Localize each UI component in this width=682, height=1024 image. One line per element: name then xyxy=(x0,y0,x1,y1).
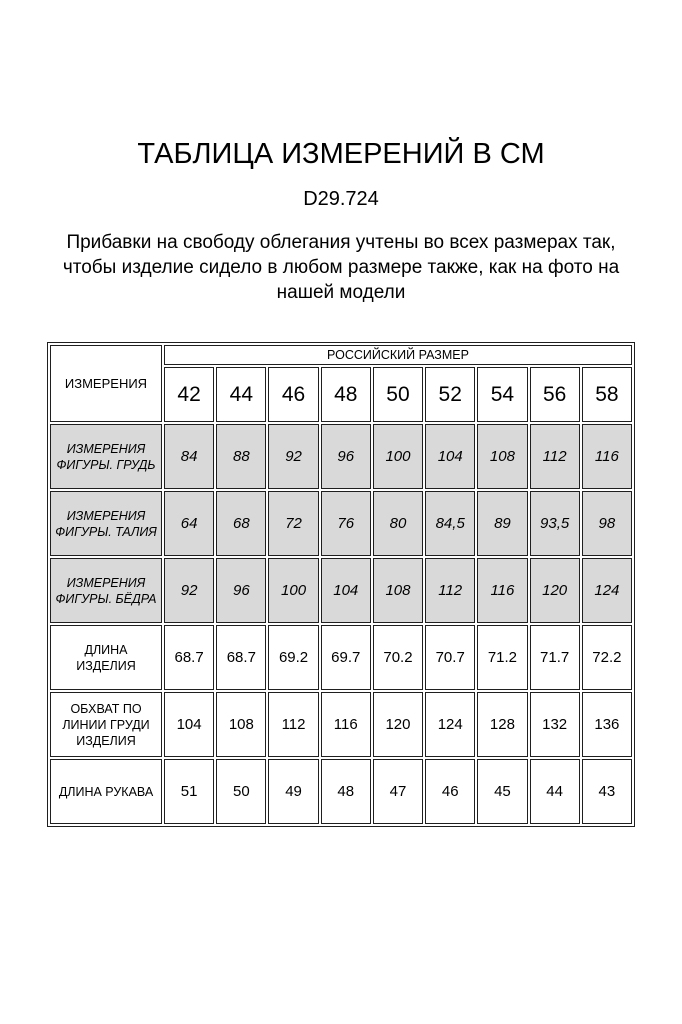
value-cell: 47 xyxy=(373,759,423,824)
row-label: ИЗМЕРЕНИЯ ФИГУРЫ. ТАЛИЯ xyxy=(50,491,162,556)
value-cell: 124 xyxy=(582,558,632,623)
table-row xyxy=(50,424,632,489)
value-cell: 80 xyxy=(373,491,423,556)
row-label: ИЗМЕРЕНИЯ ФИГУРЫ. БЁДРА xyxy=(50,558,162,623)
value-cell: 120 xyxy=(373,692,423,757)
value-cell: 120 xyxy=(530,558,580,623)
value-cell: 104 xyxy=(164,692,214,757)
table-row xyxy=(50,759,632,824)
measurements-table xyxy=(47,342,635,827)
group-header-row xyxy=(50,345,632,365)
value-cell: 98 xyxy=(582,491,632,556)
size-column-header: 56 xyxy=(530,367,580,422)
value-cell: 68.7 xyxy=(164,625,214,690)
table-row xyxy=(50,558,632,623)
table-row xyxy=(50,692,632,757)
size-column-header: 50 xyxy=(373,367,423,422)
fit-note: Прибавки на свободу облегания учтены во всех размерах так, чтобы изделие сидело в любом размере также, как на фото на нашей модели xyxy=(62,232,620,303)
row-label: ДЛИНА ИЗДЕЛИЯ xyxy=(50,625,162,690)
value-cell: 116 xyxy=(582,424,632,489)
value-cell: 68.7 xyxy=(216,625,266,690)
row-label: ОБХВАТ ПО ЛИНИИ ГРУДИ ИЗДЕЛИЯ xyxy=(50,692,162,757)
value-cell: 49 xyxy=(268,759,318,824)
value-cell: 96 xyxy=(321,424,371,489)
russian-size-group-header: РОССИЙСКИЙ РАЗМЕР xyxy=(164,345,632,365)
value-cell: 45 xyxy=(477,759,527,824)
value-cell: 128 xyxy=(477,692,527,757)
value-cell: 136 xyxy=(582,692,632,757)
value-cell: 108 xyxy=(216,692,266,757)
value-cell: 72.2 xyxy=(582,625,632,690)
value-cell: 71.2 xyxy=(477,625,527,690)
value-cell: 70.7 xyxy=(425,625,475,690)
row-label: ИЗМЕРЕНИЯ ФИГУРЫ. ГРУДЬ xyxy=(50,424,162,489)
value-cell: 116 xyxy=(321,692,371,757)
value-cell: 112 xyxy=(530,424,580,489)
value-cell: 89 xyxy=(477,491,527,556)
product-code: D29.724 xyxy=(303,188,379,210)
size-column-header: 58 xyxy=(582,367,632,422)
value-cell: 104 xyxy=(425,424,475,489)
measurements-column-header: ИЗМЕРЕНИЯ xyxy=(50,345,162,422)
page-title: ТАБЛИЦА ИЗМЕРЕНИЙ В СМ xyxy=(137,138,545,170)
value-cell: 108 xyxy=(477,424,527,489)
row-label: ДЛИНА РУКАВА xyxy=(50,759,162,824)
value-cell: 92 xyxy=(268,424,318,489)
value-cell: 108 xyxy=(373,558,423,623)
value-cell: 72 xyxy=(268,491,318,556)
value-cell: 50 xyxy=(216,759,266,824)
size-column-header: 52 xyxy=(425,367,475,422)
size-column-header: 48 xyxy=(321,367,371,422)
value-cell: 70.2 xyxy=(373,625,423,690)
value-cell: 84,5 xyxy=(425,491,475,556)
value-cell: 92 xyxy=(164,558,214,623)
value-cell: 96 xyxy=(216,558,266,623)
value-cell: 44 xyxy=(530,759,580,824)
value-cell: 88 xyxy=(216,424,266,489)
value-cell: 124 xyxy=(425,692,475,757)
table-row xyxy=(50,625,632,690)
value-cell: 48 xyxy=(321,759,371,824)
value-cell: 104 xyxy=(321,558,371,623)
table-row xyxy=(50,491,632,556)
size-column-header: 44 xyxy=(216,367,266,422)
value-cell: 51 xyxy=(164,759,214,824)
value-cell: 76 xyxy=(321,491,371,556)
value-cell: 46 xyxy=(425,759,475,824)
size-column-header: 54 xyxy=(477,367,527,422)
value-cell: 116 xyxy=(477,558,527,623)
value-cell: 93,5 xyxy=(530,491,580,556)
value-cell: 69.7 xyxy=(321,625,371,690)
value-cell: 112 xyxy=(268,692,318,757)
value-cell: 100 xyxy=(268,558,318,623)
value-cell: 112 xyxy=(425,558,475,623)
value-cell: 69.2 xyxy=(268,625,318,690)
value-cell: 132 xyxy=(530,692,580,757)
size-column-header: 46 xyxy=(268,367,318,422)
value-cell: 100 xyxy=(373,424,423,489)
value-cell: 68 xyxy=(216,491,266,556)
size-column-header: 42 xyxy=(164,367,214,422)
value-cell: 64 xyxy=(164,491,214,556)
value-cell: 84 xyxy=(164,424,214,489)
value-cell: 43 xyxy=(582,759,632,824)
value-cell: 71.7 xyxy=(530,625,580,690)
